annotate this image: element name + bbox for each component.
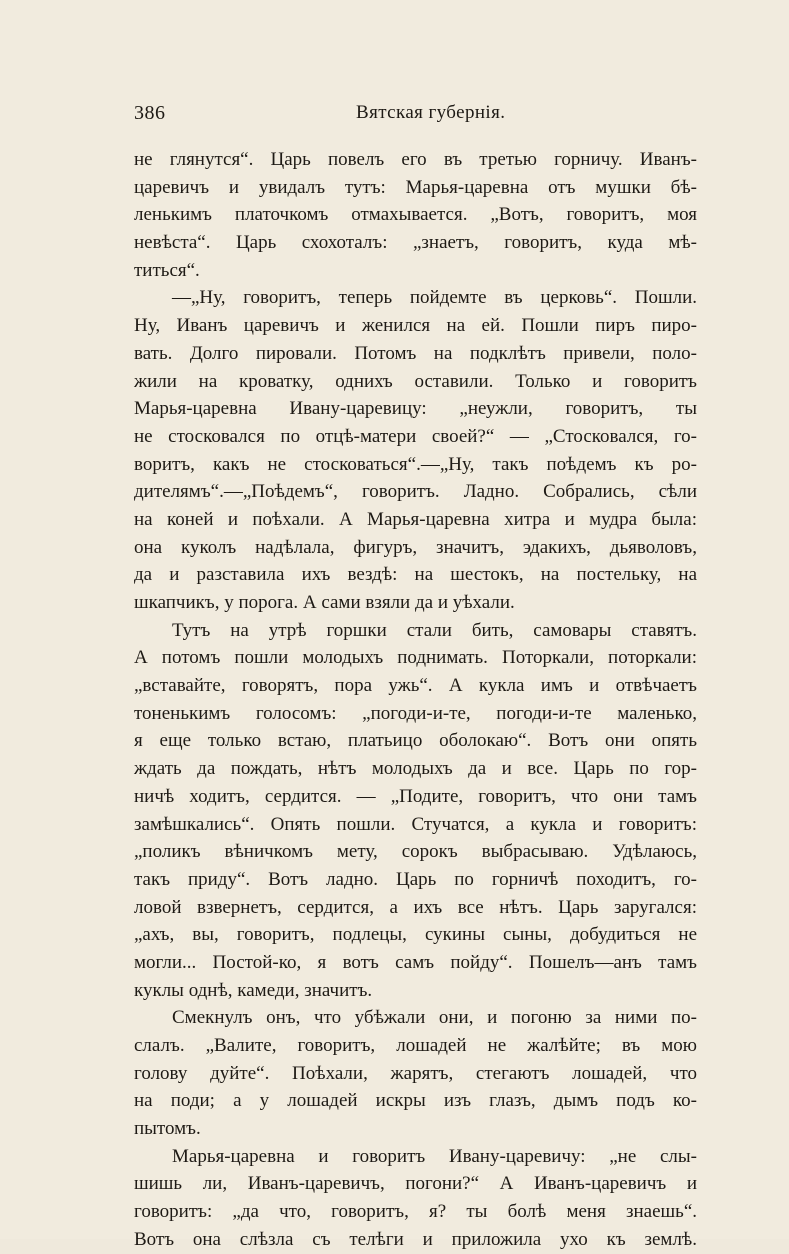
- text-line: пытомъ.: [134, 1118, 201, 1140]
- page-header: [134, 102, 687, 126]
- text-line: вать. Долго пировали. Потомъ на подклѣтъ привели, поло-: [134, 342, 697, 364]
- text-line: замѣшкались“. Опять пошли. Стучатся, а кукла и говоритъ:: [134, 813, 697, 835]
- text-line: голову дуйте“. Поѣхали, жарятъ, стегаютъ лошадей, что: [134, 1062, 697, 1084]
- text-line: „поликъ вѣничкомъ мету, сорокъ выбрасываю. Удѣлаюсь,: [134, 841, 697, 863]
- text-line: царевичъ и увидалъ тутъ: Марья-царевна отъ мушки бѣ-: [134, 176, 697, 198]
- text-line: ничѣ ходитъ, сердится. — „Подите, говоритъ, что они тамъ: [134, 785, 697, 807]
- text-line: —„Ну, говоритъ, теперь пойдемте въ церковь“. Пошли.: [172, 287, 697, 309]
- text-line: Ну, Иванъ царевичъ и женился на ей. Пошли пиръ пиро-: [134, 315, 697, 337]
- text-line: слалъ. „Валите, говоритъ, лошадей не жалѣйте; въ мою: [134, 1035, 697, 1056]
- text-line: шкапчикъ, у порога. А сами взяли да и уѣхали.: [134, 592, 515, 613]
- text-line: такъ приду“. Вотъ ладно. Царь по горничѣ походитъ, го-: [134, 868, 697, 890]
- text-line: ловой взвернетъ, сердится, а ихъ все нѣтъ. Царь заругался:: [134, 896, 697, 918]
- text-line: не глянутся“. Царь повелъ его въ третью горничу. Иванъ-: [134, 149, 697, 170]
- text-line: она куколъ надѣлала, фигуръ, значитъ, эдакихъ, дьяволовъ,: [134, 536, 697, 558]
- text-line: да и разставила ихъ вездѣ: на шестокъ, на постельку, на: [134, 564, 697, 586]
- text-line: воритъ, какъ не стосковаться“.—„Ну, такъ поѣдемъ къ ро-: [134, 453, 697, 475]
- text-line: невѣста“. Царь схохоталъ: „знаетъ, говоритъ, куда мѣ-: [134, 232, 697, 254]
- text-line: на коней и поѣхали. А Марья-царевна хитра и мудра была:: [134, 508, 697, 530]
- running-title: Вятская губернія.: [356, 102, 506, 123]
- text-line: Марья-царевна и говоритъ Ивану-царевичу: „не слы-: [172, 1145, 697, 1167]
- text-line: „вставайте, говорятъ, пора ужь“. А кукла имъ и отвѣчаетъ: [134, 675, 697, 697]
- text-line: тоненькимъ голосомъ: „погоди-и-те, погоди-и-те маленько,: [134, 702, 697, 724]
- text-line: ждать да пождать, нѣтъ молодыхъ да и все. Царь по гор-: [134, 758, 697, 780]
- text-line: Тутъ на утрѣ горшки стали бить, самовары ставятъ.: [172, 619, 697, 641]
- page-number: 386: [134, 102, 166, 124]
- text-line: говоритъ: „да что, говоритъ, я? ты болѣ меня знаешь“.: [134, 1201, 697, 1223]
- text-line: Марья-царевна Ивану-царевицу: „неужли, говоритъ, ты: [134, 398, 697, 420]
- text-line: не стосковался по отцѣ-матери своей?“ — „Стосковался, го-: [134, 425, 697, 447]
- text-line: „ахъ, вы, говоритъ, подлецы, сукины сыны, добудиться не: [134, 924, 697, 946]
- text-line: А потомъ пошли молодыхъ поднимать. Поторкали, поторкали:: [134, 647, 697, 669]
- text-line: шишь ли, Иванъ-царевичъ, погони?“ А Иванъ-царевичъ и: [134, 1173, 697, 1195]
- text-line: я еще только встаю, платьицо оболокаю“. Вотъ они опять: [134, 730, 697, 752]
- body-text: [134, 146, 697, 1254]
- text-line: Вотъ она слѣзла съ телѣги и приложила ухо къ землѣ.: [134, 1228, 697, 1250]
- text-line: жили на кроватку, однихъ оставили. Только и говоритъ: [134, 370, 697, 392]
- text-line: титься“.: [134, 259, 200, 281]
- text-line: куклы однѣ, камеди, значитъ.: [134, 979, 373, 1001]
- text-line: Смекнулъ онъ, что убѣжали они, и погоню за ними по-: [172, 1007, 697, 1029]
- text-line: ленькимъ платочкомъ отмахывается. „Вотъ, говоритъ, моя: [134, 204, 697, 226]
- text-line: дителямъ“.—„Поѣдемъ“, говоритъ. Ладно. Собрались, сѣли: [134, 481, 697, 503]
- text-line: могли... Постой-ко, я вотъ самъ пойду“. Пошелъ—анъ тамъ: [134, 951, 697, 973]
- text-line: на поди; а у лошадей искры изъ глазъ, дымъ подъ ко-: [134, 1090, 697, 1112]
